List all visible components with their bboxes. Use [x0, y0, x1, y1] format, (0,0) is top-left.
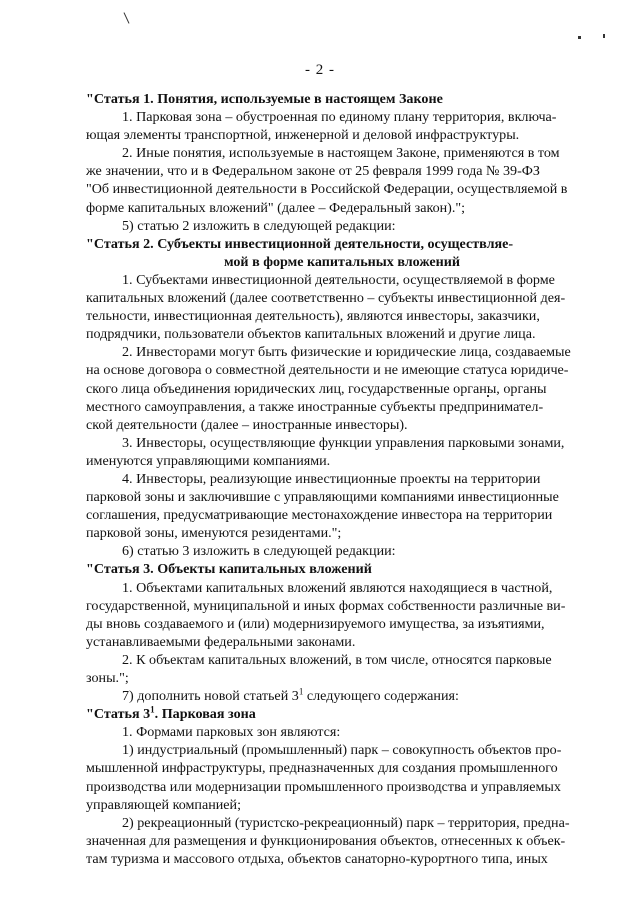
paragraph-line: 1) индустриальный (промышленный) парк – совокупность объектов про-	[122, 742, 562, 759]
paragraph-line: ющая элементы транспортной, инженерной и деловой инфраструктуры.	[86, 127, 520, 144]
paragraph-line: мышленной инфраструктуры, предназначенных для создания промышленного	[86, 760, 558, 777]
article-1-heading: "Статья 1. Понятия, используемые в настоящем Законе	[86, 91, 443, 107]
article-3-1-heading: "Статья $3^1$. Парковая зона	[86, 704, 256, 723]
paragraph-line: 3. Инвесторы, осуществляющие функции управления парковыми зонами,	[122, 434, 565, 451]
amendment-item: 5) статью 2 изложить в следующей редакции:	[122, 217, 396, 234]
paragraph-line: ского лица объединения юридических лиц, государственные органы, органы	[86, 380, 547, 397]
paragraph-line: местного самоуправления, а также иностранные субъекты предпринимател-	[86, 398, 544, 415]
paragraph-line: там туризма и массового отдыха, объектов санаторно-курортного типа, иных	[86, 850, 548, 867]
article-2-heading: "Статья 2. Субъекты инвестиционной деятельности, осуществляе-	[86, 235, 514, 252]
paragraph-line: государственной, муниципальной и иных формах собственности различные ви-	[86, 597, 566, 614]
article-2-heading-cont: мой в форме капитальных вложений	[223, 253, 461, 270]
paragraph-line: 1. Формами парковых зон являются:	[122, 724, 341, 741]
paragraph-line: именуются управляющими компаниями.	[86, 452, 331, 469]
paragraph-line: 2. Инвесторами могут быть физические и юридические лица, создаваемые	[122, 344, 571, 361]
paragraph-line: зоны.";	[86, 670, 129, 686]
amendment-item: 7) дополнить новой статьей $3^1$ следующего содержания:	[122, 686, 459, 705]
page-number: - 2 -	[305, 62, 335, 78]
document-body	[86, 90, 598, 868]
paragraph-line: форме капитальных вложений" (далее – Федеральный закон).";	[86, 199, 466, 216]
paragraph-line: "Об инвестиционной деятельности в Российской Федерации, осуществляемой в	[86, 181, 568, 198]
paragraph-line: парковой зоны и заключившие с управляющими компаниями инвестиционные	[86, 489, 559, 506]
paragraph-line: капитальных вложений (далее соответственно – субъекты инвестиционной дея-	[86, 290, 566, 307]
paragraph-line: парковой зоны, именуются резидентами.";	[86, 525, 342, 542]
paragraph-line: 2) рекреационный (туристско-рекреационный) парк – территория, предна-	[122, 814, 570, 831]
article-3-heading: "Статья 3. Объекты капитальных вложений	[86, 561, 372, 578]
scan-speck	[124, 12, 130, 23]
paragraph-line: ды вновь создаваемого и (или) модернизируемого имущества, за изъятиями,	[86, 615, 545, 632]
scan-speck	[603, 34, 605, 38]
paragraph-line: соглашения, предусматривающие местонахождение инвестора на территории	[86, 507, 553, 524]
paragraph-line: производства или модернизации промышленного производства и управляемых	[86, 778, 561, 795]
paragraph-line: же значении, что и в Федеральном законе от 25 февраля 1999 года № 39-ФЗ	[86, 163, 540, 180]
paragraph-line: устанавливаемыми федеральными законами.	[86, 633, 356, 650]
paragraph-line: значенная для размещения и функционирования объектов, отнесенных к объек-	[86, 832, 566, 849]
amendment-item: 6) статью 3 изложить в следующей редакции:	[122, 543, 396, 560]
paragraph-line: 1. Объектами капитальных вложений являются находящиеся в частной,	[122, 579, 553, 596]
paragraph-line: 1. Субъектами инвестиционной деятельности, осуществляемой в форме	[122, 271, 555, 288]
paragraph-line: 2. К объектам капитальных вложений, в том числе, относятся парковые	[122, 651, 552, 668]
scan-speck	[578, 36, 581, 39]
paragraph-line: тельности, инвестиционная деятельность), являются инвесторы, заказчики,	[86, 308, 540, 325]
paragraph-line: управляющей компанией;	[86, 796, 242, 813]
paragraph-line: ской деятельности (далее – иностранные инвесторы).	[86, 416, 408, 433]
paragraph-line: 4. Инвесторы, реализующие инвестиционные проекты на территории	[122, 470, 541, 487]
paragraph-line: на основе договора о совместной деятельности и не имеющие статуса юридиче-	[86, 362, 569, 379]
paragraph-line: 2. Иные понятия, используемые в настоящем Законе, применяются в том	[122, 145, 560, 162]
paragraph-line: 1. Парковая зона – обустроенная по единому плану территория, включа-	[122, 109, 557, 126]
paragraph-line: подрядчики, пользователи объектов капитальных вложений и другие лица.	[86, 326, 536, 343]
